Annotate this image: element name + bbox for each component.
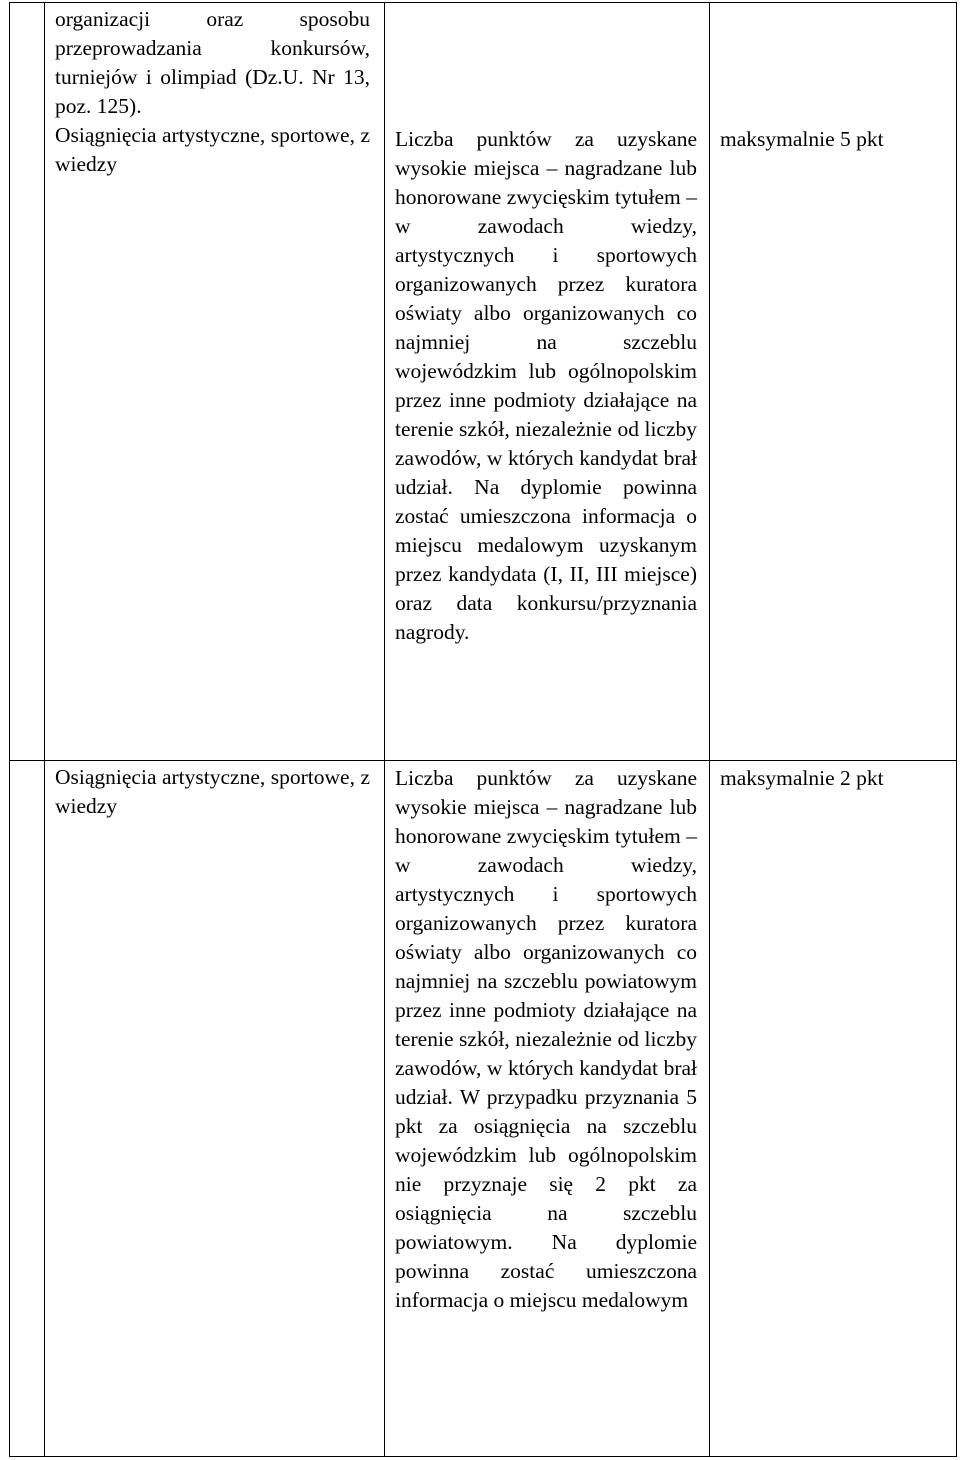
criterion-text: Osiągnięcia artystyczne, sportowe, z wiedzy [55, 123, 370, 176]
criterion-cell [45, 3, 385, 761]
table-row [10, 761, 957, 1457]
description-text: Liczba punktów za uzyskane wysokie miejsca – nagradzane lub honorowane zwycięskim tytułem – w zawodach wiedzy, artystycznych i sportowych organizowanych przez kuratora oświaty albo organizowanych co najmniej na szczeblu powiatowym przez inne podmioty działające na terenie szkół, niezależnie od liczby zawodów, w których kandydat brał udział. W przypadku przyznania 5 pkt za osiągnięcia na szczeblu wojewódzkim lub ogólnopolskim nie przyznaje się 2 pkt za osiągnięcia na szczeblu powiatowym. Na dyplomie powinna zostać umieszczona informacja o miejscu medalowym [395, 766, 697, 1312]
criteria-table [9, 2, 957, 1457]
row-number-cell [10, 761, 45, 1457]
points-text: maksymalnie 5 pkt [720, 127, 884, 151]
criterion-continued-text: organizacji oraz sposobu przeprowadzania konkursów, turniejów i olimpiad (Dz.U. Nr 13, poz. 125). [55, 7, 370, 118]
description-text: Liczba punktów za uzyskane wysokie miejsca – nagradzane lub honorowane zwycięskim tytułem – w zawodach wiedzy, artystycznych i sportowych organizowanych przez kuratora oświaty albo organizowanych co najmniej na szczeblu wojewódzkim lub ogólnopolskim przez inne podmioty działające na terenie szkół, niezależnie od liczby zawodów, w których kandydat brał udział. Na dyplomie powinna zostać umieszczona informacja o miejscu medalowym uzyskanym przez kandydata (I, II, III miejsce) oraz data konkursu/przyznania nagrody. [395, 127, 697, 644]
table-row [10, 3, 957, 761]
row-number-cell [10, 3, 45, 761]
points-cell [710, 761, 957, 1457]
criterion-text: Osiągnięcia artystyczne, sportowe, z wiedzy [55, 765, 370, 818]
points-text: maksymalnie 2 pkt [720, 766, 884, 790]
points-cell [710, 3, 957, 761]
description-cell [385, 3, 710, 761]
criterion-cell [45, 761, 385, 1457]
description-cell [385, 761, 710, 1457]
